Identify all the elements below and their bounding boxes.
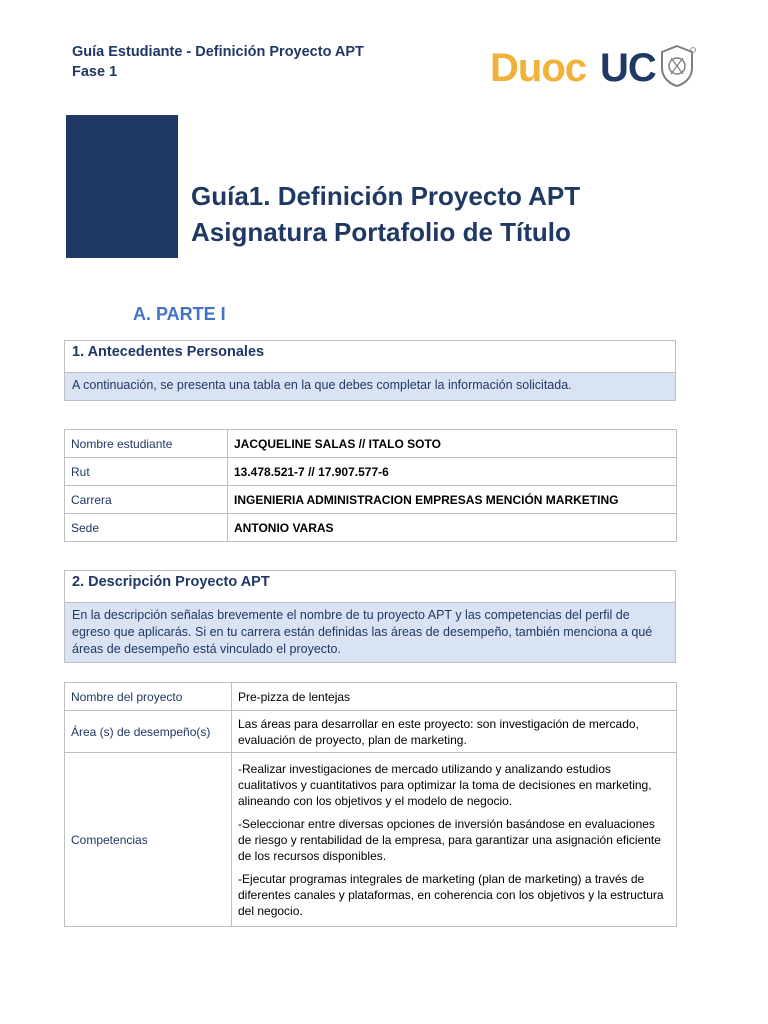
competencia-item: -Realizar investigaciones de mercado utilizando y analizando estudios cualitativos y cuantitativos para optimizar la toma de decisiones en marketing, alineando con los objetivos y el modelo de negocio. [238,761,652,808]
row-value-sede: ANTONIO VARAS [228,514,677,542]
title-line-2: Asignatura Portafolio de Título [191,217,571,247]
table-row [65,430,677,458]
row-value-nombre: JACQUELINE SALAS // ITALO SOTO [228,430,677,458]
section-heading-parte-1: A. PARTE I [133,304,226,324]
row-label-rut: Rut [65,458,228,486]
row-value-competencias [232,753,677,927]
row-label-nombre-proyecto: Nombre del proyecto [65,683,232,711]
row-value-carrera: INGENIERIA ADMINISTRACION EMPRESAS MENCIÓN MARKETING [228,486,677,514]
descripcion-heading: 2. Descripción Proyecto APT [65,571,675,603]
antecedentes-box [64,340,676,401]
table-row [65,711,677,753]
title-line-1: Guía1. Definición Proyecto APT [191,181,581,211]
logo-text-uc: UC [600,46,656,90]
row-label-carrera: Carrera [65,486,228,514]
duocuc-logo [490,40,702,96]
row-label-area: Área (s) de desempeño(s) [65,711,232,753]
header-title: Guía Estudiante - Definición Proyecto APT [72,44,364,60]
cover-color-block [66,115,178,258]
descripcion-box [64,570,676,663]
row-label-competencias: Competencias [65,753,232,927]
table-row [65,486,677,514]
descripcion-table [64,682,677,927]
row-value-rut: 13.478.521-7 // 17.907.577-6 [228,458,677,486]
competencia-item: -Seleccionar entre diversas opciones de inversión basándose en evaluaciones de riesgo y rentabilidad de la empresa, para garantizar una asignación eficiente de los recursos disponibles. [238,816,661,863]
row-value-area: Las áreas para desarrollar en este proyecto: son investigación de mercado, evaluación de proyecto, plan de marketing. [232,711,677,753]
competencia-item: -Ejecutar programas integrales de marketing (plan de marketing) a través de diferentes canales y plataformas, en coherencia con los objetivos y la estructura del negocio. [238,871,664,918]
table-row [65,683,677,711]
university-seal-icon [658,44,696,88]
row-label-nombre: Nombre estudiante [65,430,228,458]
header-phase: Fase 1 [72,64,118,80]
row-value-nombre-proyecto: Pre-pizza de lentejas [232,683,677,711]
table-row [65,514,677,542]
table-row [65,753,677,927]
antecedentes-table [64,429,677,542]
antecedentes-description: A continuación, se presenta una tabla en la que debes completar la información solicitada. [65,373,675,400]
descripcion-description: En la descripción señalas brevemente el nombre de tu proyecto APT y las competencias del perfil de egreso que aplicarás. Si en tu carrera están definidas las áreas de desempeño, también menciona a qué áreas de desempeño está vinculado el proyecto. [65,603,675,662]
logo-text-duoc: Duoc [490,46,586,90]
row-label-sede: Sede [65,514,228,542]
antecedentes-heading: 1. Antecedentes Personales [65,341,675,373]
document-title [191,178,580,250]
document-header [72,42,364,82]
table-row [65,458,677,486]
